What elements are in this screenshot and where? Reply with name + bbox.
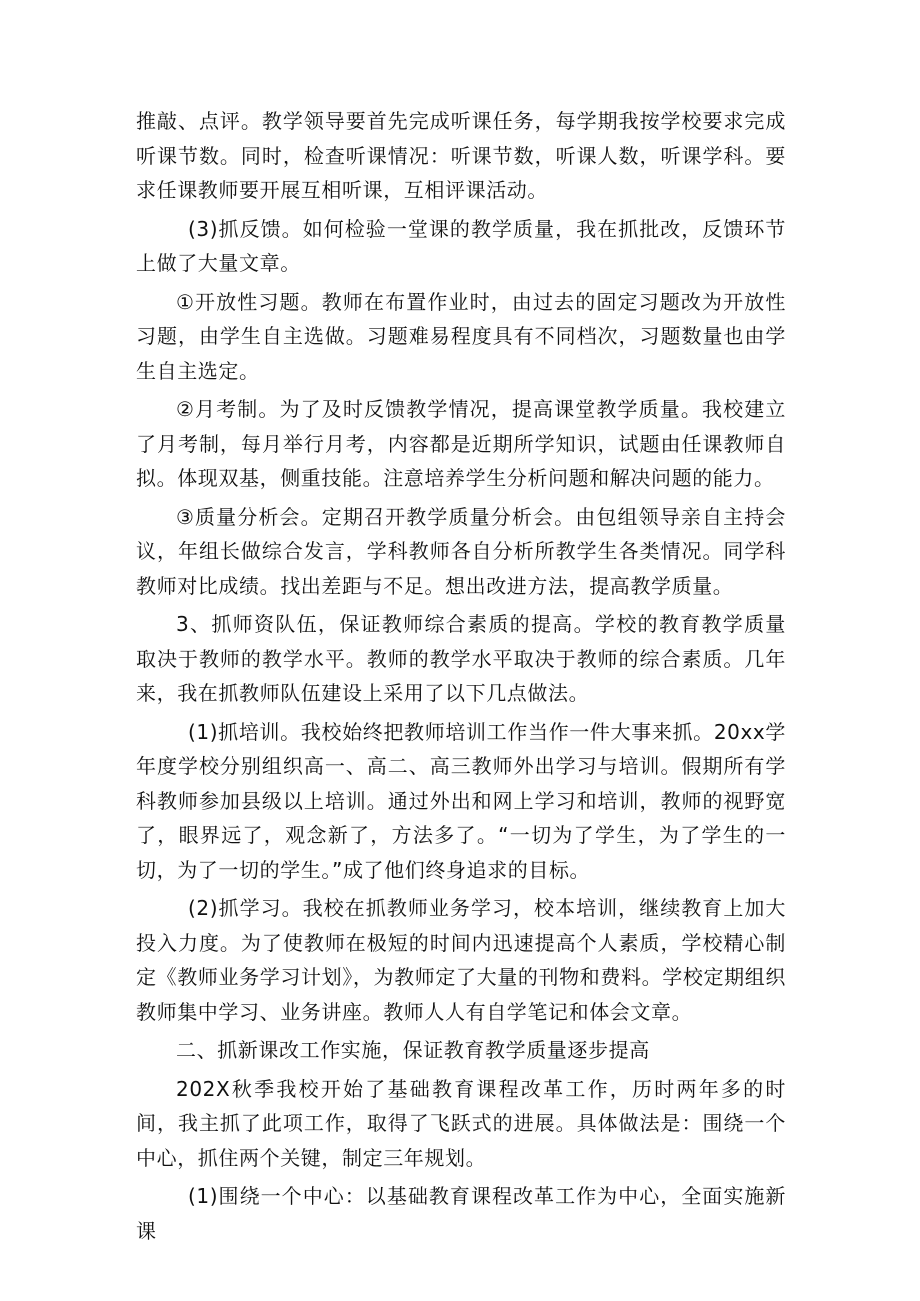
paragraph-8: (2)抓学习。我校在抓教师业务学习，校本培训，继续教育上加大投入力度。为了使教师在极短的时间内迅速提高个人素质，学校精心制定《教师业务学习计划》，为教师定了大量的刊物和费料。学校定期组织教师集中学习、业务讲座。教师人人有自学笔记和体会文章。 xyxy=(136,896,786,1024)
paragraph-1: 推敲、点评。教学领导要首先完成听课任务，每学期我按学校要求完成听课节数。同时，检查听课情况：听课节数，听课人数，听课学科。要求任课教师要开展互相听课，互相评课活动。 xyxy=(136,109,786,202)
document-body xyxy=(136,104,786,1248)
paragraph-10: (1)围绕一个中心：以基础教育课程改革工作为中心，全面实施新课 xyxy=(136,1184,786,1243)
paragraph-2: (3)抓反馈。如何检验一堂课的教学质量，我在抓批改，反馈环节上做了大量文章。 xyxy=(136,216,786,275)
section-heading: 二、抓新课改工作实施，保证教育教学质量逐步提高 xyxy=(176,1038,650,1062)
paragraph-3: ①开放性习题。教师在布置作业时，由过去的固定习题改为开放性习题，由学生自主选做。习题难易程度具有不同档次，习题数量也由学生自主选定。 xyxy=(136,289,786,383)
paragraph-4: ②月考制。为了及时反馈教学情况，提高课堂教学质量。我校建立了月考制，每月举行月考，内容都是近期所学知识，试题由任课教师自拟。体现双基，侧重技能。注意培养学生分析问题和解决问题的能力。 xyxy=(136,397,786,490)
paragraph-6: 3、抓师资队伍，保证教师综合素质的提高。学校的教育教学质量取决于教师的教学水平。教师的教学水平取决于教师的综合素质。几年来，我在抓教师队伍建设上采用了以下几点做法。 xyxy=(136,612,786,705)
paragraph-5: ③质量分析会。定期召开教学质量分析会。由包组领导亲自主持会议，年组长做综合发言，学科教师各自分析所教学生各类情况。同学科教师对比成绩。找出差距与不足。想出改进方法，提高教学质量。 xyxy=(136,504,786,598)
paragraph-7: (1)抓培训。我校始终把教师培训工作当作一件大事来抓。20xx学年度学校分别组织高一、高二、高三教师外出学习与培训。假期所有学科教师参加县级以上培训。通过外出和网上学习和培训，教师的视野宽了，眼界远了，观念新了，方法多了。“一切为了学生，为了学生的一切，为了一切的学生。”成了他们终身追求的目标。 xyxy=(136,719,786,882)
paragraph-9: 202X秋季我校开始了基础教育课程改革工作，历时两年多的时间，我主抓了此项工作，取得了飞跃式的进展。具体做法是：围绕一个中心，抓住两个关键，制定三年规划。 xyxy=(136,1076,786,1170)
